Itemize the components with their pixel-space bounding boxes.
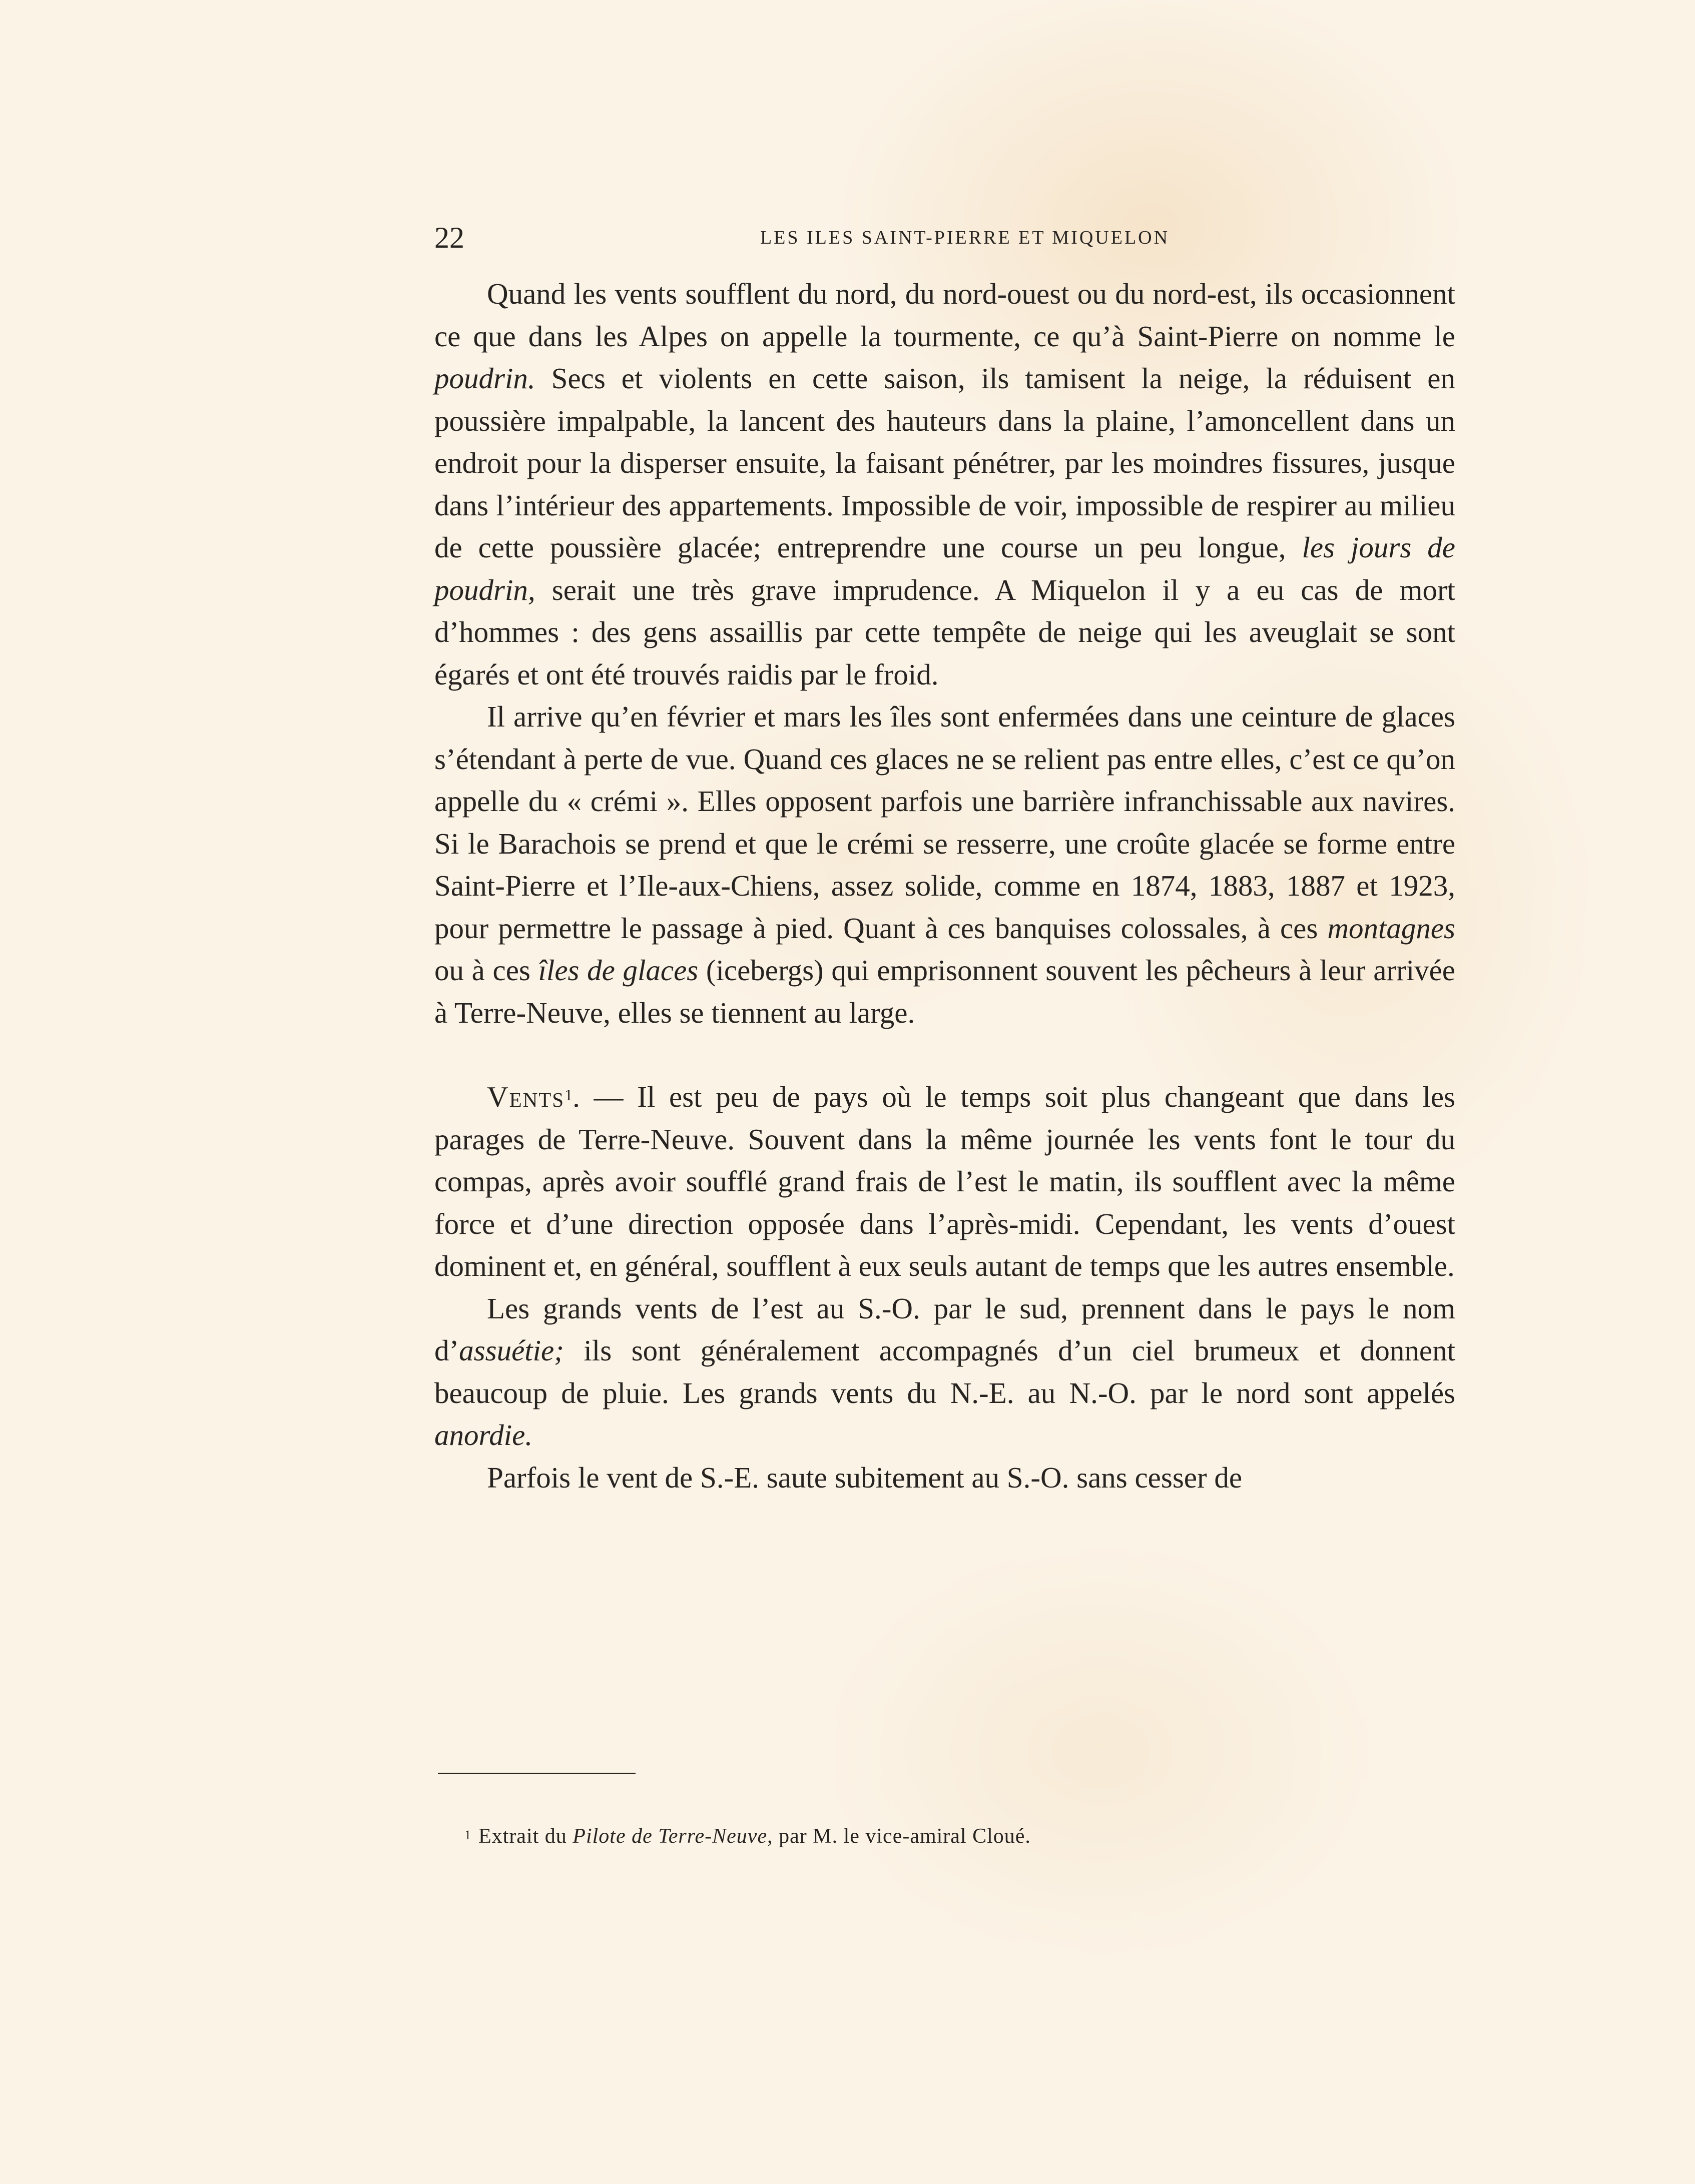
text-segment: , par M. le vice-amiral Cloué. — [767, 1825, 1031, 1848]
text-segment: montagnes — [1327, 911, 1455, 945]
text-segment: Quand les vents soufflent du nord, du nord-ouest ou du nord-est, ils occasionnent ce que dans les Alpes on appelle la tourmente, ce qu’à Saint-Pierre on nomme le — [434, 277, 1455, 353]
footnote-marker: 1 — [464, 1828, 471, 1842]
text-segment: les jours de poudrin, — [434, 531, 1455, 606]
text-segment: assuétie; — [459, 1334, 564, 1367]
text-segment: ils sont généralement accompagnés d’un ciel brumeux et donnent beaucoup de pluie. Les grands vents du N.-E. au N.-O. par le nord sont appelés — [434, 1334, 1455, 1409]
text-segment: Extrait du — [478, 1825, 573, 1848]
running-title: LES ILES SAINT-PIERRE ET MIQUELON — [760, 227, 1170, 248]
paragraph — [434, 273, 1455, 695]
text-segment: Les grands vents de l’est au S.-O. par le sud, prennent dans le pays le nom d’ — [434, 1291, 1455, 1367]
text-segment: . — Il est peu de pays où le temps soit plus changeant que dans les parages de Terre-Neuve. Souvent dans la même journée les vents font le tour du compas, après avoir soufflé grand frais de l’est le matin, ils soufflent avec la même force et d’une direction opposée dans l’après-midi. Cependant, les vents d’ouest dominent et, en général, soufflent à eux seuls autant de temps que les autres ensemble. — [434, 1080, 1455, 1282]
text-segment: Il arrive qu’en février et mars les îles sont enfermées dans une ceinture de glaces s’étendant à perte de vue. Quand ces glaces ne se relient pas entre elles, c’est ce qu’on appelle du « crémi ». Elles opposent parfois une barrière infranchissable aux navires. Si le Barachois se prend et que le crémi se resserre, une croûte glacée se forme entre Saint-Pierre et l’Ile-aux-Chiens, assez solide, comme en 1874, 1883, 1887 et 1923, pour permettre le passage à pied. Quant à ces banquises colossales, à ces — [434, 700, 1455, 945]
paragraph — [434, 1076, 1455, 1287]
text-segment: ou à ces — [434, 954, 538, 987]
page-number: 22 — [434, 221, 464, 254]
footnote-separator — [438, 1773, 636, 1774]
text-segment: Parfois le vent de S.-E. saute subitement au S.-O. sans cesser de — [487, 1461, 1243, 1494]
text-segment: serait une très grave imprudence. A Miquelon il y a eu cas de mort d’hommes : des gens assaillis par cette tempête de neige qui les aveuglait se sont égarés et ont été trouvés raidis par le froid. — [434, 573, 1455, 691]
footnote-reference: 1 — [564, 1086, 573, 1104]
body-text — [434, 273, 1455, 1499]
paragraph — [434, 1287, 1455, 1457]
text-segment: anordie. — [434, 1418, 533, 1451]
paragraph — [434, 695, 1455, 1034]
text-segment: Pilote de Terre-Neuve — [573, 1825, 768, 1848]
text-segment: Vents — [487, 1080, 565, 1113]
text-segment: (icebergs) qui emprisonnent souvent les pêcheurs à leur arrivée à Terre-Neuve, elles se tiennent au large. — [434, 954, 1455, 1029]
footnote — [464, 1821, 1415, 1851]
running-head — [434, 213, 1455, 263]
paragraph — [434, 1457, 1455, 1499]
text-segment: îles de glaces — [538, 954, 699, 987]
text-segment: Secs et violents en cette saison, ils tamisent la neige, la réduisent en poussière impalpable, la lancent des hauteurs dans la plaine, l’amoncellent dans un endroit pour la disperser ensuite, la faisant pénétrer, par les moindres fissures, jusque dans l’intérieur des appartements. Impossible de voir, impossible de respirer au milieu de cette poussière glacée; entreprendre une course un peu longue, — [434, 362, 1455, 564]
text-segment: poudrin. — [434, 362, 535, 395]
